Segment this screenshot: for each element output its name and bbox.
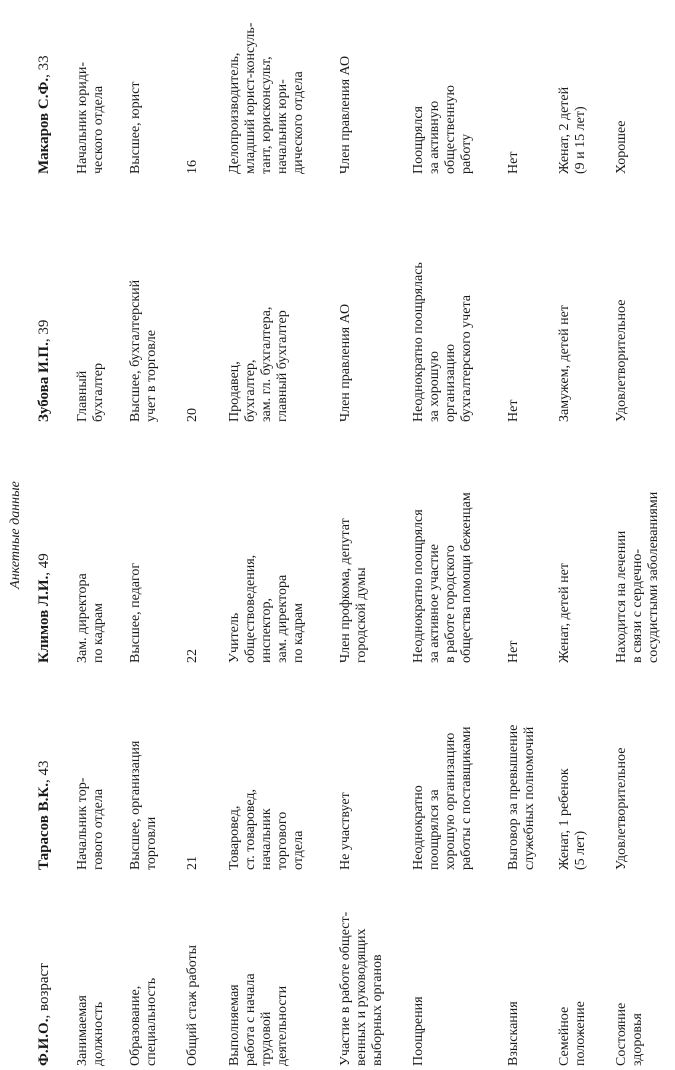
person-3-name: Зубова И.П. — [36, 342, 52, 422]
table-cell: Учитель обществоведения, инспектор, зам. директора по кадрам — [227, 554, 306, 663]
person-2-header: Климов Л.И., 49 — [36, 553, 52, 663]
table-cell: 22 — [185, 649, 200, 663]
row-label: Взыскания — [506, 1001, 521, 1066]
row-label: Образование, специальность — [128, 977, 159, 1066]
table-cell: Женат, 2 детей (9 и 15 лет) — [557, 86, 588, 174]
table-cell: Женат, 1 ребенок (5 лет) — [557, 768, 588, 870]
row-label: Участие в работе общест- венных и руководящих выборных органов — [338, 911, 385, 1066]
table-cell: Удовлетворительное — [614, 299, 629, 422]
row-label: Занимаемая должность — [75, 995, 106, 1066]
table-cell: Главный бухгалтер — [75, 363, 106, 422]
header-label — [36, 908, 52, 1066]
person-4-age: 33 — [36, 55, 52, 71]
table-cell: Начальник тор- гового отдела — [75, 777, 106, 870]
table-cell: Не участвует — [338, 792, 353, 870]
row-label: Общий стаж работы — [185, 944, 200, 1066]
table-caption: Анкетные данные — [8, 481, 23, 589]
table-cell: Находится на лечении в связи с сердечно- сосудистыми заболеваниями — [614, 491, 661, 663]
row-label: Поощрения — [411, 996, 426, 1066]
table-cell: Высшее, педагог — [128, 562, 143, 663]
table-cell: Член правления АО — [338, 55, 353, 174]
table-cell: Неоднократно поощрялся за активное участие в работе городского общества помощи беженцам — [411, 492, 474, 663]
row-label: Состояние здоровья — [614, 1002, 645, 1066]
person-3-header: Зубова И.П., 39 — [36, 319, 52, 422]
table-cell: Женат, детей нет — [557, 563, 572, 663]
person-4-name: Макаров С.Ф. — [36, 77, 52, 174]
table-cell: Зам. директора по кадрам — [75, 573, 106, 663]
table-cell: 20 — [185, 408, 200, 422]
person-4-header: Макаров С.Ф., 33 — [36, 55, 52, 174]
person-2-name: Климов Л.И. — [36, 575, 52, 663]
table-cell: Нет — [506, 399, 521, 422]
table-cell: Товаровед, ст. товаровед, начальник торгового отдела — [227, 788, 306, 870]
header-label-rest: , возраст — [36, 963, 52, 1019]
table-cell: Нет — [506, 640, 521, 663]
table-cell: Делопроизводитель, младший юрист-консуль- тант, юрисконсульт, начальник юри- дического отдела — [227, 22, 306, 174]
table-cell: Высшее, организация торговли — [128, 740, 159, 870]
table-cell: Неоднократно поощрялся за хорошую организацию работы с поставщиками — [411, 726, 474, 870]
person-2-age: 49 — [36, 553, 52, 569]
header-label-bold: Ф.И.О. — [36, 1018, 52, 1066]
table-cell: Начальник юриди- ческого отдела — [75, 61, 106, 174]
row-label: Выполняемая работа с начала трудовой деятельности — [227, 973, 290, 1066]
person-1-header: Тарасов В.К., 43 — [36, 760, 52, 870]
table-cell: Выговор за превышение служебных полномочий — [506, 724, 537, 870]
table-cell: Удовлетворительное — [614, 747, 629, 870]
table-cell: Поощрялся за активную общественную работу — [411, 85, 474, 174]
table-cell: Продавец, бухгалтер, зам. гл. бухгалтера, главный бухгалтер — [227, 306, 290, 422]
table-cell: Нет — [506, 151, 521, 174]
table-cell: 21 — [185, 856, 200, 870]
person-3-age: 39 — [36, 319, 52, 335]
table-cell: 16 — [185, 160, 200, 174]
table-cell: Замужем, детей нет — [557, 305, 572, 422]
table-cell: Высшее, юрист — [128, 81, 143, 174]
table-cell: Член профкома, депутат городской думы — [338, 518, 369, 663]
table-cell: Неоднократно поощрялась за хорошую организацию бухгалтерского учета — [411, 262, 474, 422]
table-cell: Высшее, бухгалтерский учет в торговле — [128, 279, 159, 422]
row-label: Семейное положение — [557, 1001, 588, 1066]
person-1-name: Тарасов В.К. — [36, 783, 52, 870]
person-1-age: 43 — [36, 760, 52, 776]
table-cell: Член правления АО — [338, 303, 353, 422]
table-cell: Хорошее — [614, 120, 629, 174]
